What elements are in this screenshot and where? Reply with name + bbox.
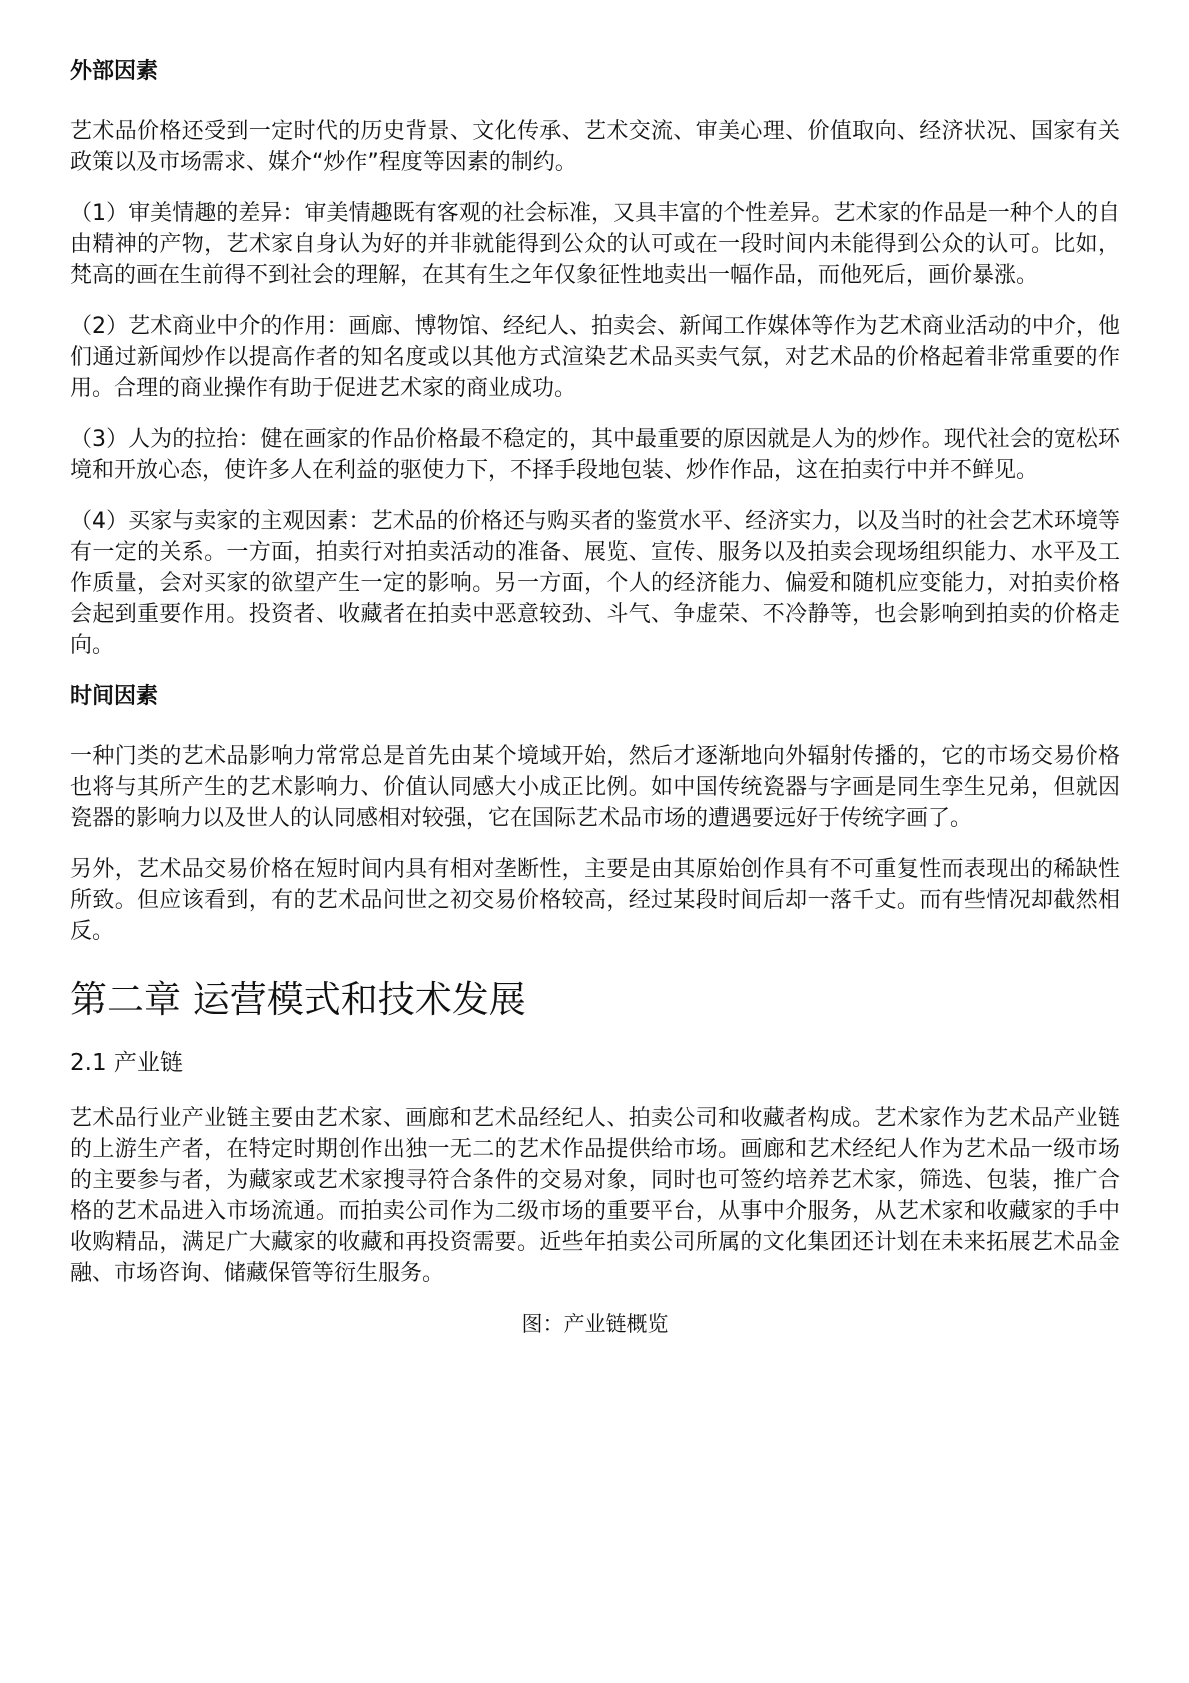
section-heading-time-factors: 时间因素: [70, 684, 159, 709]
chapter-title: 第二章 运营模式和技术发展: [70, 978, 526, 1021]
section-heading-external-factors: 外部因素: [70, 59, 159, 84]
document-page: [70, 56, 1120, 1339]
subsection-title: 2.1 产业链: [70, 1050, 183, 1076]
figure-caption: 图：产业链概览: [521, 1312, 669, 1336]
paragraph-time-scarcity: 另外，艺术品交易价格在短时间内具有相对垄断性，主要是由其原始创作具有不可重复性而表现出的稀缺性所致。但应该看到，有的艺术品问世之初交易价格较高，经过某段时间后却一落千丈。而有些情况却截然相反。: [70, 857, 1120, 944]
paragraph-buyer-seller-factors: （4）买家与卖家的主观因素：艺术品的价格还与购买者的鉴赏水平、经济实力，以及当时的社会艺术环境等有一定的关系。一方面，拍卖行对拍卖活动的准备、展览、宣传、服务以及拍卖会现场组织能力、水平及工作质量，会对买家的欲望产生一定的影响。另一方面，个人的经济能力、偏爱和随机应变能力，对拍卖价格会起到重要作用。投资者、收藏者在拍卖中恶意较劲、斗气、争虚荣、不冷静等，也会影响到拍卖的价格走向。: [70, 509, 1120, 658]
paragraph-commercial-intermediary: （2）艺术商业中介的作用：画廊、博物馆、经纪人、拍卖会、新闻工作媒体等作为艺术商业活动的中介，他们通过新闻炒作以提高作者的知名度或以其他方式渲染艺术品买卖气氛，对艺术品的价格起着非常重要的作用。合理的商业操作有助于促进艺术家的商业成功。: [70, 314, 1120, 401]
paragraph-artificial-hype: （3）人为的拉抬：健在画家的作品价格最不稳定的，其中最重要的原因就是人为的炒作。现代社会的宽松环境和开放心态，使许多人在利益的驱使力下，不择手段地包装、炒作作品，这在拍卖行中并不鲜见。: [70, 427, 1120, 483]
paragraph-external-intro: 艺术品价格还受到一定时代的历史背景、文化传承、艺术交流、审美心理、价值取向、经济状况、国家有关政策以及市场需求、媒介“炒作”程度等因素的制约。: [70, 119, 1120, 175]
paragraph-aesthetic-difference: （1）审美情趣的差异：审美情趣既有客观的社会标准，又具丰富的个性差异。艺术家的作品是一种个人的自由精神的产物，艺术家自身认为好的并非就能得到公众的认可或在一段时间内未能得到公众的认可。比如，梵高的画在生前得不到社会的理解，在其有生之年仅象征性地卖出一幅作品，而他死后，画价暴涨。: [70, 201, 1120, 288]
paragraph-time-influence: 一种门类的艺术品影响力常常总是首先由某个境域开始，然后才逐渐地向外辐射传播的，它的市场交易价格也将与其所产生的艺术影响力、价值认同感大小成正比例。如中国传统瓷器与字画是同生孪生兄弟，但就因瓷器的影响力以及世人的认同感相对较强，它在国际艺术品市场的遭遇要远好于传统字画了。: [70, 744, 1120, 831]
paragraph-industry-chain: 艺术品行业产业链主要由艺术家、画廊和艺术品经纪人、拍卖公司和收藏者构成。艺术家作为艺术品产业链的上游生产者，在特定时期创作出独一无二的艺术作品提供给市场。画廊和艺术经纪人作为艺术品一级市场的主要参与者，为藏家或艺术家搜寻符合条件的交易对象，同时也可签约培养艺术家，筛选、包装，推广合格的艺术品进入市场流通。而拍卖公司作为二级市场的重要平台，从事中介服务，从艺术家和收藏家的手中收购精品，满足广大藏家的收藏和再投资需要。近些年拍卖公司所属的文化集团还计划在未来拓展艺术品金融、市场咨询、储藏保管等衍生服务。: [70, 1106, 1120, 1286]
